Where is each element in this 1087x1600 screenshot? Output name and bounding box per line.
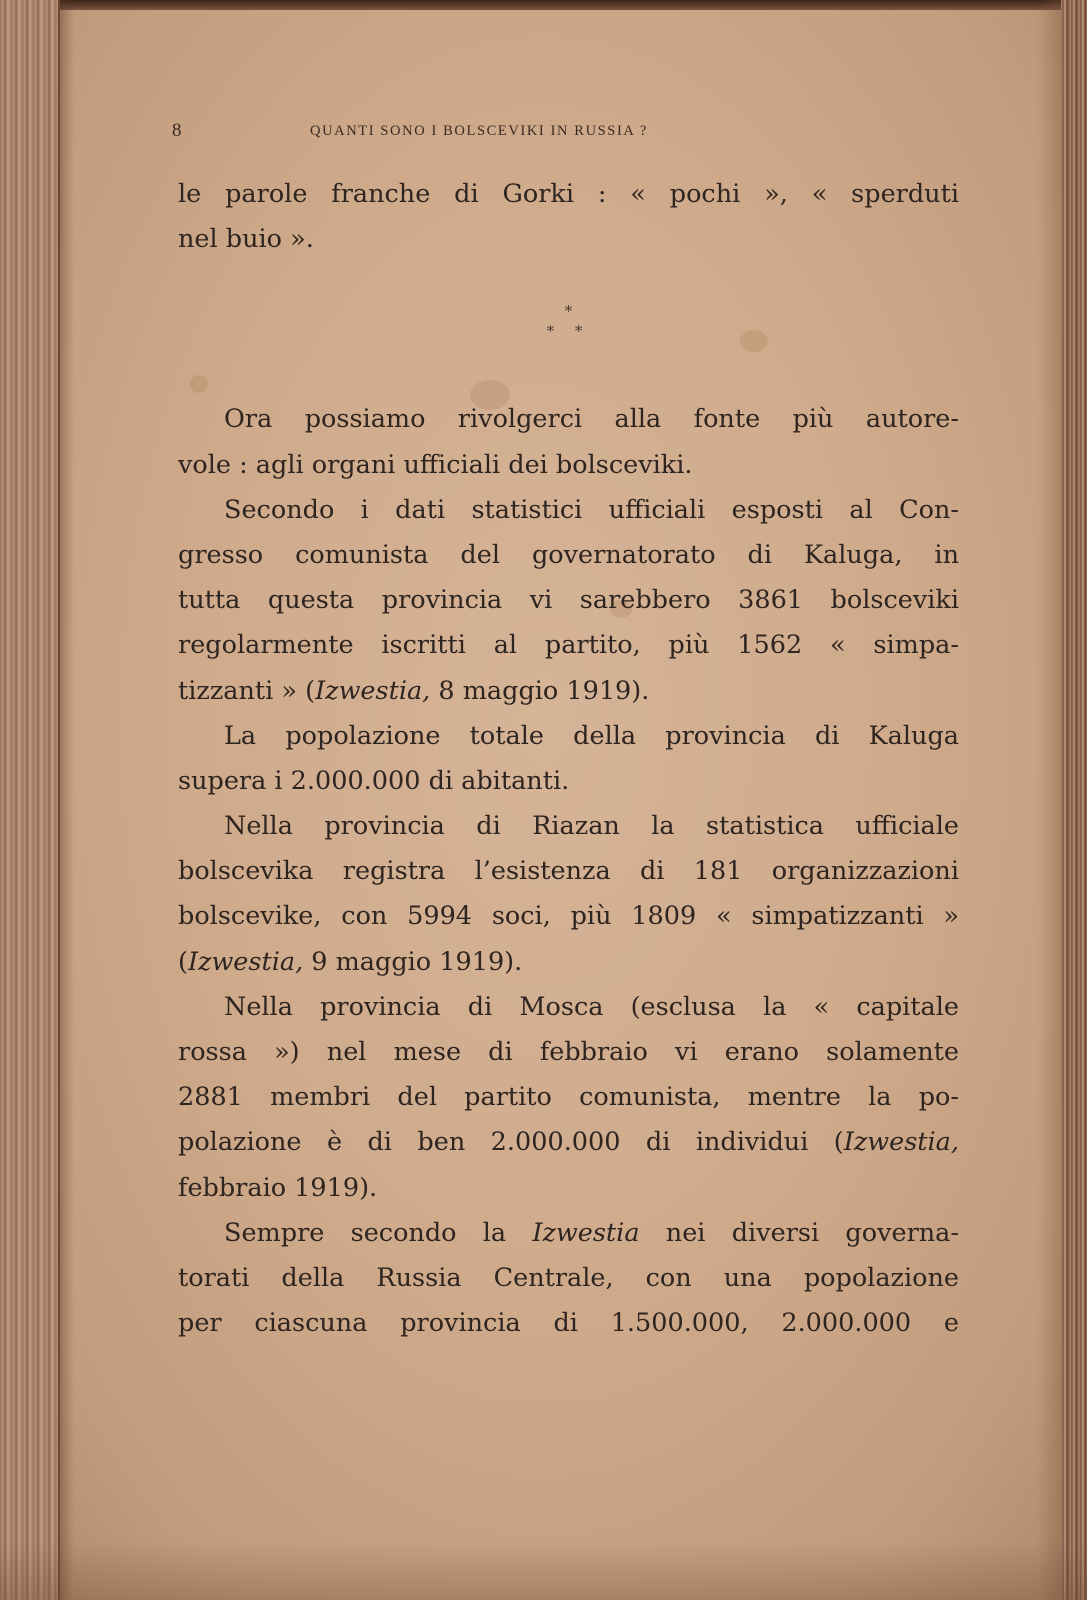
text-line (178, 1211, 959, 1256)
asterism-top: * (564, 302, 573, 321)
text-line: supera i 2.000.000 di abitanti. (178, 765, 570, 796)
text-line: vole : agli organi ufficiali dei bolsceviki. (178, 449, 693, 480)
text-line: torati della Russia Centrale, con una popolazione (178, 1262, 959, 1293)
text-line: Ora possiamo rivolgerci alla fonte più autore- (224, 404, 959, 435)
asterism-bottom: * * (546, 322, 591, 341)
italic-citation: Izwestia (532, 1217, 640, 1248)
text-line: La popolazione totale della provincia di Kaluga (224, 720, 959, 751)
text-line: febbraio 1919). (178, 1172, 378, 1203)
text-line: nel buio ». (178, 224, 314, 255)
book-spine-edge (0, 0, 60, 1600)
text-fragment: nei diversi governa- (639, 1217, 959, 1248)
page-top-edge (0, 0, 1087, 10)
italic-citation: Izwestia, (187, 946, 304, 977)
text-line: tutta questa provincia vi sarebbero 3861 bolsceviki (178, 585, 959, 616)
text-line: le parole franche di Gorki : « pochi », « sperduti (178, 179, 959, 209)
text-line: Nella provincia di Riazan la statistica ufficiale (224, 811, 959, 842)
text-line: Secondo i dati statistici ufficiali esposti al Con- (224, 494, 959, 525)
text-line: bolscevika registra l’esistenza di 181 organizzazioni (178, 856, 959, 887)
right-edge-shade (1037, 0, 1061, 1600)
text-line: 2881 membri del partito comunista, mentre la po- (178, 1082, 959, 1113)
text-fragment: ( (178, 946, 188, 977)
page-number: 8 (172, 120, 182, 141)
text-fragment: polazione è di ben 2.000.000 di individui ( (178, 1127, 844, 1158)
text-fragment: Sempre secondo la (224, 1217, 533, 1248)
running-head (172, 120, 862, 144)
text-line: per ciascuna provincia di 1.500.000, 2.000.000 e (178, 1308, 959, 1339)
bottom-shade (0, 1540, 1087, 1600)
page-stack-edge (1061, 0, 1087, 1600)
text-line: bolscevike, con 5994 soci, più 1809 « simpatizzanti » (178, 901, 959, 932)
spine-shadow (58, 0, 74, 1600)
text-line: rossa ») nel mese di febbraio vi erano solamente (178, 1037, 959, 1067)
text-line: regolarmente iscritti al partito, più 1562 « simpa- (178, 630, 959, 661)
text-line (178, 940, 959, 985)
italic-citation: Izwestia, (315, 675, 431, 706)
text-line: gresso comunista del governatorato di Kaluga, in (178, 539, 959, 570)
text-fragment: 9 maggio 1919). (303, 946, 523, 977)
text-fragment: tizzanti » ( (178, 675, 316, 706)
text-line: Nella provincia di Mosca (esclusa la « capitale (224, 991, 959, 1022)
body-text (178, 172, 959, 1346)
asterism-separator (178, 262, 959, 397)
running-title: QUANTI SONO I BOLSCEVIKI IN RUSSIA ? (310, 123, 648, 139)
italic-citation: Izwestia, (843, 1127, 959, 1158)
text-line (178, 669, 959, 714)
text-fragment: 8 maggio 1919). (430, 675, 650, 706)
text-line (178, 1120, 959, 1165)
